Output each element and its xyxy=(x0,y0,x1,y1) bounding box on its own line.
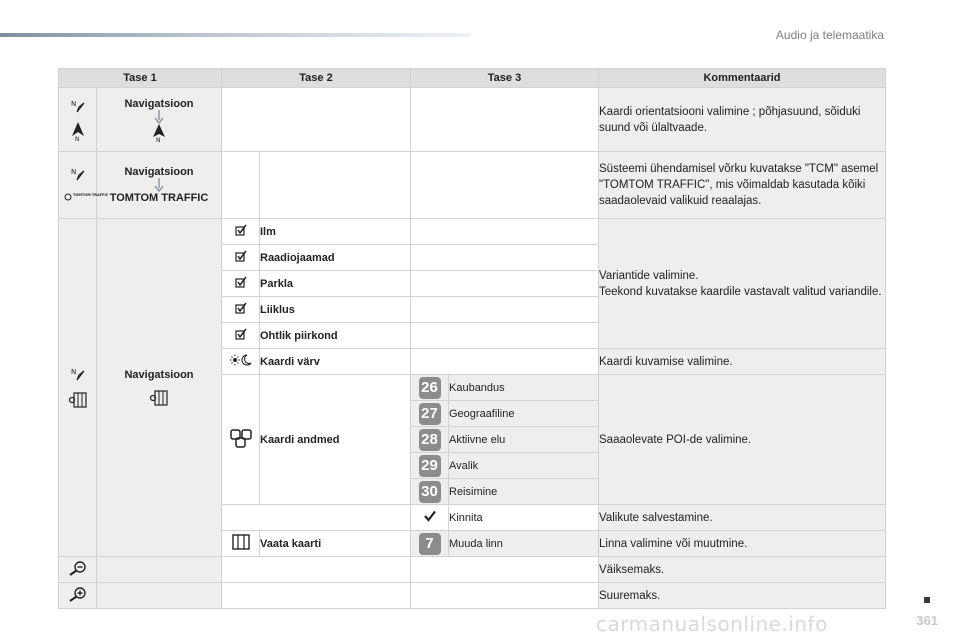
comment-variants-text: Variantide valimine. Teekond kuvatakse kaardile vastavalt valitud variandile. xyxy=(599,269,882,298)
empty-cell xyxy=(222,557,411,583)
level1-cell xyxy=(97,219,222,557)
option-traffic[interactable]: Liiklus xyxy=(260,297,411,323)
nav-label: Navigatsioon xyxy=(124,166,194,178)
option-danger-zone[interactable]: Ohtlik piirkond xyxy=(260,323,411,349)
zoom-out-icon[interactable] xyxy=(68,560,88,576)
table-row xyxy=(59,557,886,583)
table-row xyxy=(59,583,886,609)
checkbox-icon[interactable] xyxy=(235,328,247,340)
empty-cell xyxy=(97,583,222,609)
map-settings-icon xyxy=(68,391,88,409)
poi-number-badge: 28 xyxy=(419,429,441,451)
col-header-level1: Tase 1 xyxy=(59,69,222,88)
poi-number-cell xyxy=(411,453,449,479)
section-title: Audio ja telemaatika xyxy=(775,28,884,42)
icon-cell xyxy=(59,219,97,557)
arrow-down-icon xyxy=(154,110,164,124)
view-map-label[interactable]: Vaata kaarti xyxy=(260,531,411,557)
checkbox-icon-cell xyxy=(222,245,260,271)
city-number-badge: 7 xyxy=(419,533,441,555)
comment-city: Linna valimine või muutmine. xyxy=(599,531,886,557)
map-color-label[interactable]: Kaardi värv xyxy=(260,349,411,375)
map-data-icon[interactable] xyxy=(230,428,252,448)
checkbox-icon[interactable] xyxy=(235,302,247,314)
empty-cell xyxy=(411,557,599,583)
map-data-label[interactable]: Kaardi andmed xyxy=(260,375,411,505)
svg-text:N: N xyxy=(70,367,76,376)
poi-number-badge: 29 xyxy=(419,455,441,477)
poi-item[interactable]: Geograafiline xyxy=(449,401,599,427)
poi-number-cell xyxy=(411,401,449,427)
icon-cell xyxy=(59,583,97,609)
comment-confirm: Valikute salvestamine. xyxy=(599,505,886,531)
col-header-level3: Tase 3 xyxy=(411,69,599,88)
icon-cell xyxy=(222,531,260,557)
checkbox-icon-cell xyxy=(222,297,260,323)
level1-cell xyxy=(97,152,222,219)
col-header-level2: Tase 2 xyxy=(222,69,411,88)
poi-number-badge: 26 xyxy=(419,377,441,399)
change-city-label[interactable]: Muuda linn xyxy=(449,531,599,557)
poi-number-cell xyxy=(411,375,449,401)
page-number: 361 xyxy=(916,613,938,628)
nav-label: Navigatsioon xyxy=(124,97,194,110)
map-book-icon[interactable] xyxy=(231,533,251,551)
empty-cell xyxy=(411,271,599,297)
empty-cell xyxy=(222,583,411,609)
poi-item[interactable]: Kaubandus xyxy=(449,375,599,401)
level1-cell xyxy=(97,88,222,152)
svg-text:N: N xyxy=(74,135,79,143)
empty-cell xyxy=(411,349,599,375)
empty-cell xyxy=(411,88,599,152)
checkbox-icon-cell xyxy=(222,323,260,349)
comment-tomtom: Süsteemi ühendamisel võrku kuvatakse "TCM" asemel "TOMTOM TRAFFIC", mis võimaldab kasutada kõiki saadaolevaid valikuid reaalajas. xyxy=(599,152,886,219)
poi-number-cell xyxy=(411,479,449,505)
comment-poi: Saaaolevate POI-de valimine. xyxy=(599,375,886,505)
tomtom-traffic-label: TOMTOM TRAFFIC xyxy=(109,192,209,204)
map-settings-icon xyxy=(149,389,169,407)
icon-cell xyxy=(59,152,108,219)
empty-cell xyxy=(411,583,599,609)
poi-item[interactable]: Aktiivne elu xyxy=(449,427,599,453)
svg-text:TOMTOM TRAFFIC: TOMTOM TRAFFIC xyxy=(72,193,108,197)
poi-item[interactable]: Avalik xyxy=(449,453,599,479)
checkbox-icon[interactable] xyxy=(235,224,247,236)
icon-cell xyxy=(222,375,260,505)
top-decor-bar xyxy=(0,33,470,37)
north-up-icon xyxy=(151,124,167,142)
checkbox-icon-cell xyxy=(222,271,260,297)
empty-cell xyxy=(411,323,599,349)
empty-cell xyxy=(260,152,411,219)
comment-orientation: Kaardi orientatsiooni valimine ; põhjasuund, sõiduki suund või ülaltvaade. xyxy=(599,88,886,152)
heading-up-icon xyxy=(69,121,87,141)
icon-cell xyxy=(59,557,97,583)
comment-zoom-in: Suuremaks. xyxy=(599,583,886,609)
arrow-down-icon xyxy=(154,178,164,192)
navigation-settings-table xyxy=(58,68,886,609)
option-parking[interactable]: Parkla xyxy=(260,271,411,297)
checkbox-icon[interactable] xyxy=(235,276,247,288)
empty-cell xyxy=(222,152,260,219)
table-row xyxy=(59,152,886,219)
empty-cell xyxy=(97,557,222,583)
tomtom-logo-icon xyxy=(64,191,108,203)
checkbox-icon[interactable] xyxy=(235,250,247,262)
icon-cell xyxy=(411,505,449,531)
nav-label: Navigatsioon xyxy=(124,368,194,381)
confirm-label[interactable]: Kinnita xyxy=(449,505,599,531)
poi-number-badge: 27 xyxy=(419,403,441,425)
north-arrow-icon xyxy=(70,367,86,383)
city-number-cell xyxy=(411,531,449,557)
zoom-in-icon[interactable] xyxy=(68,586,88,602)
empty-cell xyxy=(411,219,599,245)
empty-cell xyxy=(411,245,599,271)
watermark: carmanualsonline.info xyxy=(596,612,828,636)
page-marker xyxy=(924,597,930,603)
checkmark-icon[interactable] xyxy=(424,510,436,522)
north-arrow-icon xyxy=(70,99,86,115)
col-header-comments: Kommentaarid xyxy=(599,69,886,88)
svg-text:N: N xyxy=(70,168,76,176)
empty-cell xyxy=(222,505,411,531)
table-header-row xyxy=(59,69,886,88)
table-row xyxy=(59,88,886,152)
poi-number-cell xyxy=(411,427,449,453)
icon-cell xyxy=(222,349,260,375)
svg-text:N: N xyxy=(156,136,161,144)
table-row xyxy=(59,219,886,245)
icon-cell xyxy=(59,88,97,152)
svg-text:N: N xyxy=(70,99,76,108)
empty-cell xyxy=(222,88,411,152)
option-weather[interactable]: Ilm xyxy=(260,219,411,245)
poi-number-badge: 30 xyxy=(419,481,441,503)
empty-cell xyxy=(411,152,599,219)
poi-item[interactable]: Reisimine xyxy=(449,479,599,505)
checkbox-icon-cell xyxy=(222,219,260,245)
empty-cell xyxy=(411,297,599,323)
day-night-icon[interactable] xyxy=(230,354,252,366)
comment-zoom-out: Väiksemaks. xyxy=(599,557,886,583)
comment-variants xyxy=(599,219,886,349)
option-radio-stations[interactable]: Raadiojaamad xyxy=(260,245,411,271)
comment-map-color: Kaardi kuvamise valimine. xyxy=(599,349,886,375)
north-arrow-icon xyxy=(70,167,86,183)
